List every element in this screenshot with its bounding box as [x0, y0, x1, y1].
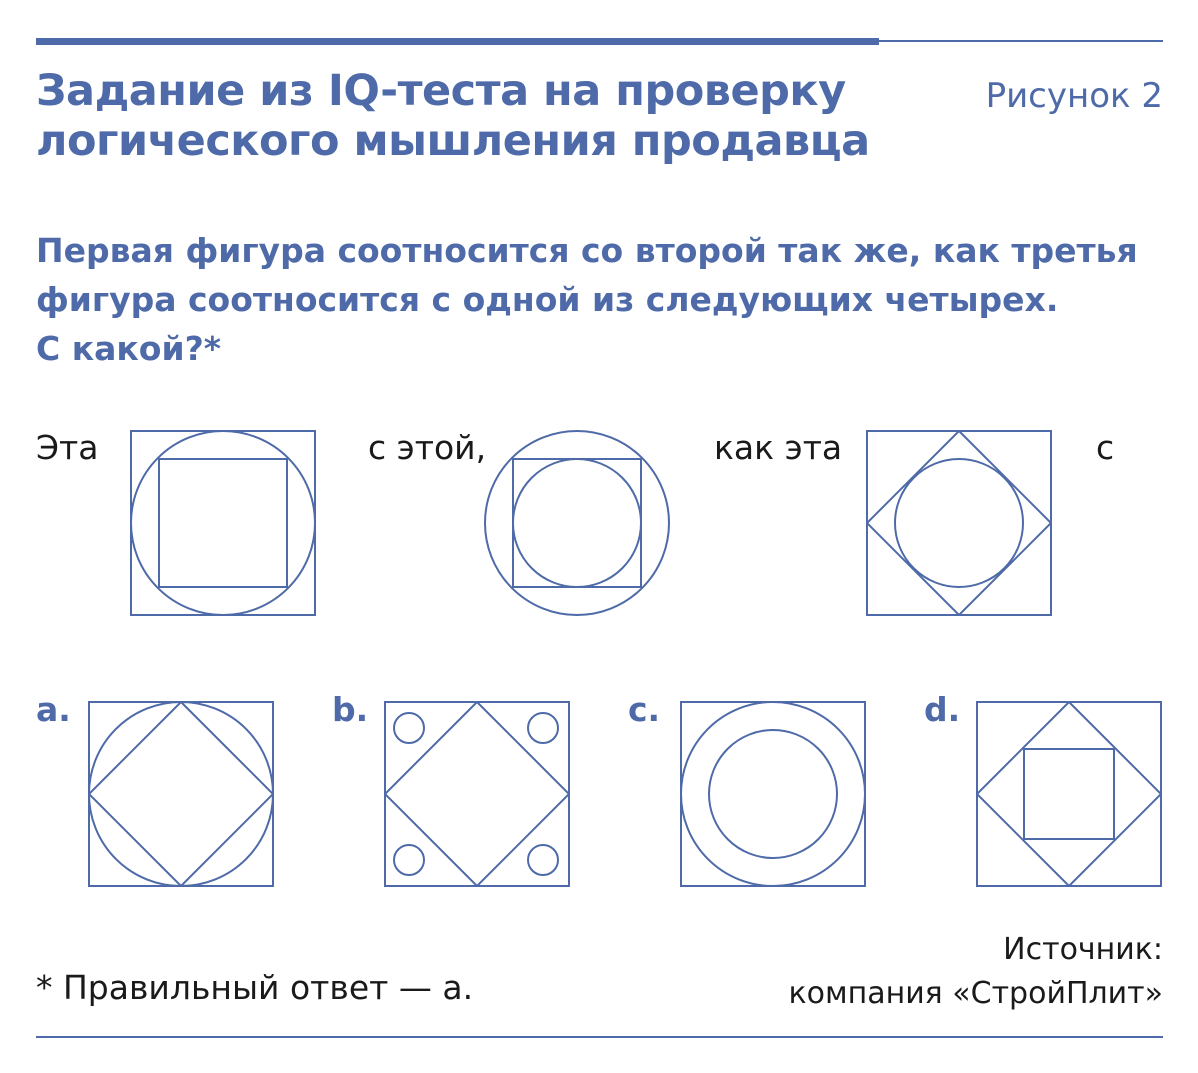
title-line-1: Задание из IQ-теста на проверку — [36, 66, 846, 116]
option-c-figure — [680, 701, 866, 887]
diamond — [385, 702, 569, 886]
option-d-label: d. — [924, 690, 961, 729]
inner-square — [1024, 749, 1114, 839]
corner-circle-top-left — [394, 713, 424, 743]
option-b-label: b. — [332, 690, 369, 729]
page-title — [36, 66, 936, 166]
figure-label: Рисунок 2 — [985, 76, 1163, 116]
figure-1-circle-in-square-with-square — [130, 430, 316, 616]
question-line-2: фигура соотносится с одной из следующих четырех. — [36, 280, 1059, 319]
option-c-label: c. — [628, 690, 661, 729]
question-text — [36, 226, 1156, 373]
source-line-2: компания «СтройПлит» — [788, 976, 1163, 1011]
corner-circle-bottom-left — [394, 845, 424, 875]
bottom-rule — [36, 1036, 1163, 1038]
inner-square — [159, 459, 287, 587]
outer-square — [977, 702, 1161, 886]
question-line-3: С какой?* — [36, 329, 221, 368]
analogy-word-3: как эта — [714, 428, 843, 467]
question-line-1: Первая фигура соотносится со второй так же, как третья — [36, 231, 1138, 270]
title-line-2: логического мышления продавца — [36, 116, 870, 166]
answer-footnote: * Правильный ответ — а. — [36, 968, 474, 1007]
analogy-word-1: Эта — [36, 428, 99, 467]
corner-circle-bottom-right — [528, 845, 558, 875]
analogy-word-2: с этой, — [368, 428, 487, 467]
inscribed-circle — [89, 702, 273, 886]
option-a-figure — [88, 701, 274, 887]
diamond — [977, 702, 1161, 886]
inner-circle — [709, 730, 837, 858]
figure-3-diamond-in-square-with-circle — [866, 430, 1052, 616]
source-credit — [788, 928, 1163, 1016]
top-rule-thick — [36, 38, 879, 45]
option-b-figure — [384, 701, 570, 887]
analogy-word-4: с — [1096, 428, 1115, 467]
option-d-figure — [976, 701, 1162, 887]
figure-2-square-in-circle-with-circle — [484, 430, 670, 616]
inner-circle — [513, 459, 641, 587]
corner-circle-top-right — [528, 713, 558, 743]
inner-circle — [895, 459, 1023, 587]
outer-square — [385, 702, 569, 886]
source-line-1: Источник: — [1003, 932, 1163, 967]
option-a-label: a. — [36, 690, 71, 729]
top-rule-thin — [879, 40, 1163, 42]
